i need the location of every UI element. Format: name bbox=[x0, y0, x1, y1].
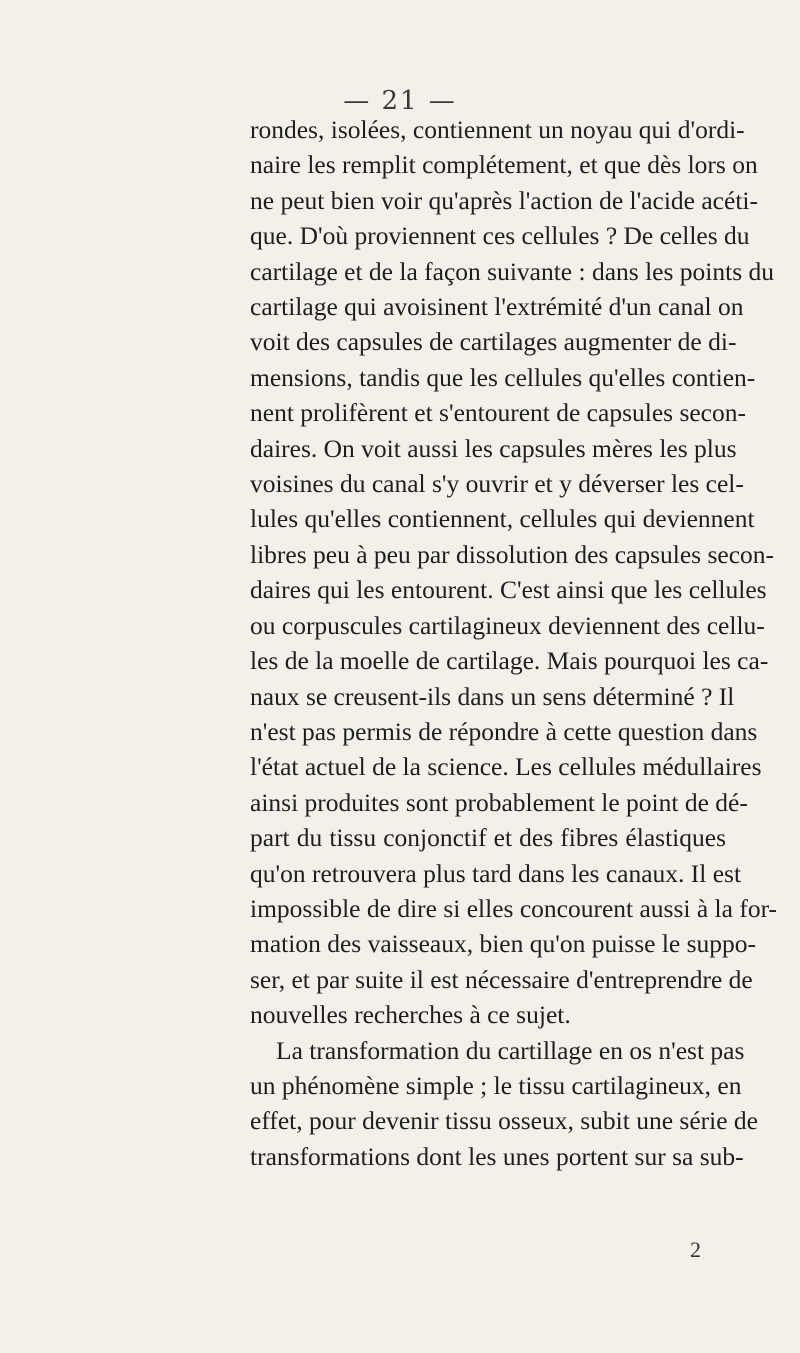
text-line: l'état actuel de la science. Les cellules médullaires bbox=[250, 752, 762, 782]
text-line: voisines du canal s'y ouvrir et y déverser les cel- bbox=[250, 469, 744, 499]
text-line: daires. On voit aussi les capsules mères les plus bbox=[250, 433, 737, 463]
text-line: part du tissu conjonctif et des fibres élastiques bbox=[250, 823, 726, 853]
text-line: que. D'où proviennent ces cellules ? De celles du bbox=[250, 221, 750, 251]
text-line: La transformation du cartillage en os n'est pas bbox=[276, 1035, 745, 1065]
page-number-header: — 21 — bbox=[343, 86, 457, 116]
text-line: n'est pas permis de répondre à cette question dans bbox=[250, 716, 758, 746]
signature-mark: 2 bbox=[690, 1237, 701, 1262]
body-text bbox=[250, 112, 778, 1174]
text-line: libres peu à peu par dissolution des capsules secon- bbox=[250, 539, 775, 569]
text-line: un phénomène simple ; le tissu cartilagineux, en bbox=[250, 1070, 742, 1100]
text-line: effet, pour devenir tissu osseux, subit une série de bbox=[250, 1106, 758, 1136]
text-line: rondes, isolées, contiennent un noyau qui d'ordi- bbox=[250, 115, 745, 144]
text-line: naux se creusent-ils dans un sens déterminé ? Il bbox=[250, 681, 735, 711]
text-line: cartilage qui avoisinent l'extrémité d'un canal on bbox=[250, 292, 744, 322]
text-line: ser, et par suite il est nécessaire d'entreprendre de bbox=[250, 964, 753, 994]
text-line: cartilage et de la façon suivante : dans les points du bbox=[250, 256, 774, 286]
text-line: mensions, tandis que les cellules qu'elles contien- bbox=[250, 362, 756, 392]
text-line: nouvelles recherches à ce sujet. bbox=[250, 1000, 571, 1030]
text-line: impossible de dire si elles concourent aussi à la for- bbox=[250, 893, 778, 923]
text-line: daires qui les entourent. C'est ainsi que les cellules bbox=[250, 575, 767, 605]
text-line: ne peut bien voir qu'après l'action de l'acide acéti- bbox=[250, 185, 758, 215]
text-line: mation des vaisseaux, bien qu'on puisse le suppo- bbox=[250, 929, 757, 959]
text-line: nent prolifèrent et s'entourent de capsules secon- bbox=[250, 398, 746, 428]
text-line: transformations dont les unes portent sur sa sub- bbox=[250, 1141, 744, 1171]
text-line: ainsi produites sont probablement le point de dé- bbox=[250, 787, 748, 817]
text-line: qu'on retrouvera plus tard dans les canaux. Il est bbox=[250, 858, 742, 888]
text-line: ou corpuscules cartilagineux deviennent des cellu- bbox=[250, 610, 765, 640]
text-line: voit des capsules de cartilages augmenter de di- bbox=[250, 327, 737, 357]
text-line: naire les remplit complétement, et que dès lors on bbox=[250, 150, 758, 180]
text-line: les de la moelle de cartilage. Mais pourquoi les ca- bbox=[250, 646, 769, 676]
text-line: lules qu'elles contiennent, cellules qui deviennent bbox=[250, 504, 755, 534]
